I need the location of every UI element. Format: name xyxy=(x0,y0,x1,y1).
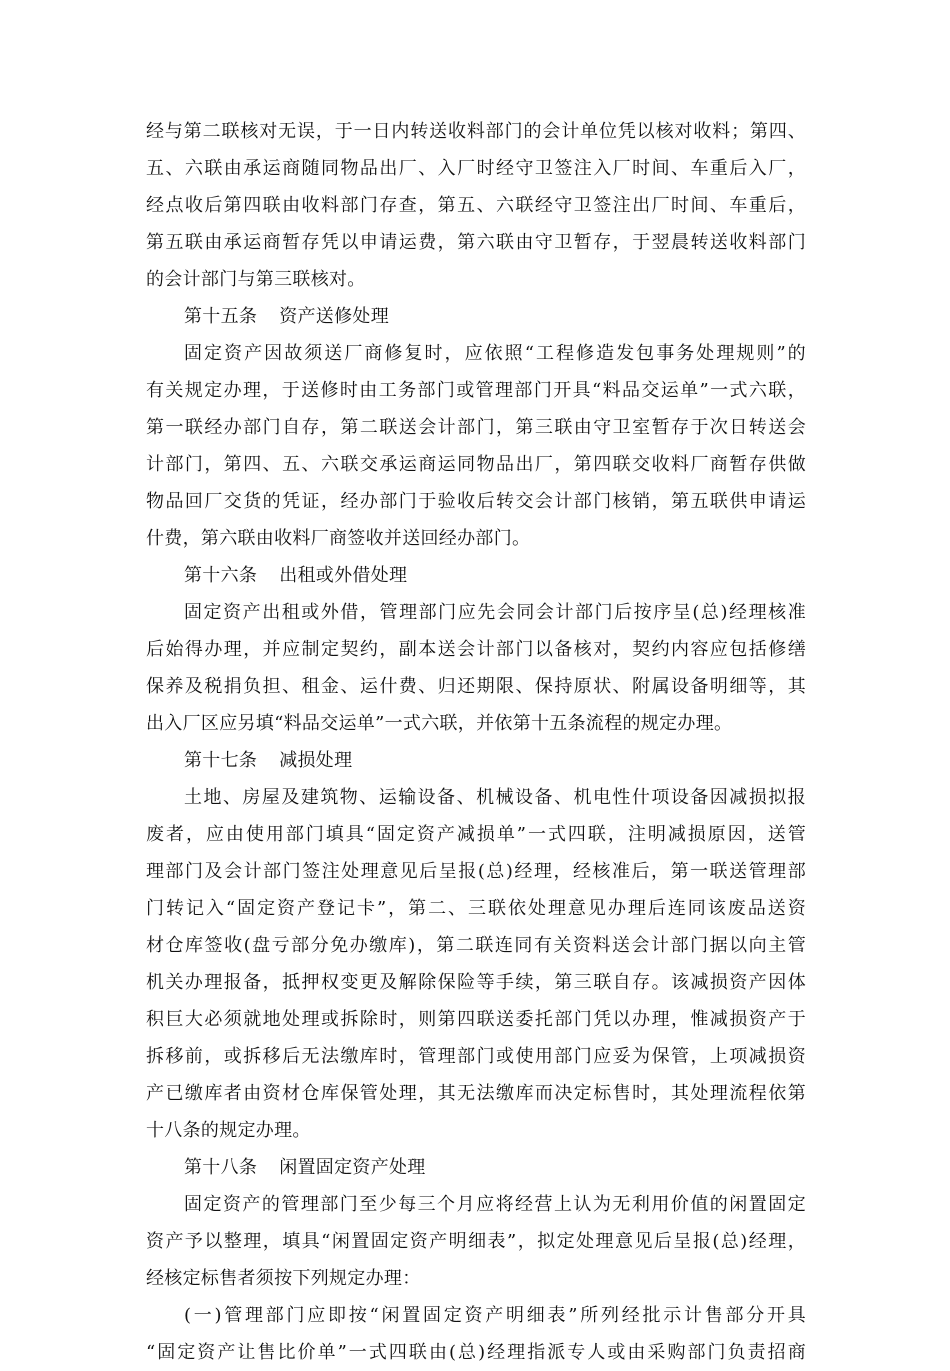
text-line: 固定资产的管理部门至少每三个月应将经营上认为无利用价值的闲置固定 xyxy=(184,1194,806,1215)
text-line: 第一联经办部门自存，第二联送会计部门，第三联由守卫室暂存于次日转送会 xyxy=(146,417,806,438)
text-line: 什费，第六联由收料厂商签收并送回经办部门。 xyxy=(146,528,531,549)
text-line: 资产予以整理，填具“闲置固定资产明细表”，拟定处理意见后呈报(总)经理， xyxy=(146,1231,806,1252)
article-title: 出租或外借处理 xyxy=(279,565,408,586)
text-line: 土地、房屋及建筑物、运输设备、机械设备、机电性什项设备因减损拟报 xyxy=(184,787,806,808)
text-line: 的会计部门与第三联核对。 xyxy=(146,269,366,290)
article-number: 第十七条 xyxy=(184,750,258,771)
text-line: 出入厂区应另填“料品交运单”一式六联，并依第十五条流程的规定办理。 xyxy=(146,713,733,734)
text-line: 经核定标售者须按下列规定办理： xyxy=(146,1268,421,1289)
text-line: 物品回厂交货的凭证，经办部门于验收后转交会计部门核销，第五联供申请运 xyxy=(146,491,806,512)
text-line: 废者，应由使用部门填具“固定资产减损单”一式四联，注明减损原因，送管 xyxy=(146,824,806,845)
text-line: (一)管理部门应即按“闲置固定资产明细表”所列经批示计售部分开具 xyxy=(184,1305,806,1326)
article-17-body xyxy=(146,779,806,1149)
text-line: 五、六联由承运商随同物品出厂、入厂时经守卫签注入厂时间、车重后入厂， xyxy=(146,158,806,179)
article-number: 第十五条 xyxy=(184,306,258,327)
article-15-heading xyxy=(146,298,806,335)
text-line: 有关规定办理，于送修时由工务部门或管理部门开具“料品交运单”一式六联， xyxy=(146,380,806,401)
article-18-body xyxy=(146,1186,806,1371)
text-line: 经与第二联核对无误，于一日内转送收料部门的会计单位凭以核对收料；第四、 xyxy=(146,121,806,142)
article-title: 闲置固定资产处理 xyxy=(279,1157,426,1178)
text-line: 第五联由承运商暂存凭以申请运费，第六联由守卫暂存，于翌晨转送收料部门 xyxy=(146,232,806,253)
text-line: 保养及税捐负担、租金、运什费、归还期限、保持原状、附属设备明细等，其 xyxy=(146,676,806,697)
article-16-body xyxy=(146,594,806,742)
article-15-body xyxy=(146,335,806,557)
article-number: 第十六条 xyxy=(184,565,258,586)
article-title: 减损处理 xyxy=(279,750,353,771)
intro-paragraph xyxy=(146,113,806,298)
article-18-heading xyxy=(146,1149,806,1186)
text-line: 积巨大必须就地处理或拆除时，则第四联送委托部门凭以办理，惟减损资产于 xyxy=(146,1009,806,1030)
text-line: 拆移前，或拆移后无法缴库时，管理部门或使用部门应妥为保管，上项减损资 xyxy=(146,1046,806,1067)
text-line: 理部门及会计部门签注处理意见后呈报(总)经理，经核准后，第一联送管理部 xyxy=(146,861,806,882)
text-line: 计部门，第四、五、六联交承运商运同物品出厂，第四联交收料厂商暂存供做 xyxy=(146,454,806,475)
text-line: 固定资产因故须送厂商修复时，应依照“工程修造发包事务处理规则”的 xyxy=(184,343,806,364)
text-line: 机关办理报备，抵押权变更及解除保险等手续，第三联自存。该减损资产因体 xyxy=(146,972,806,993)
article-title: 资产送修处理 xyxy=(279,306,390,327)
text-line: 产已缴库者由资材仓库保管处理，其无法缴库而决定标售时，其处理流程依第 xyxy=(146,1083,806,1104)
document-page xyxy=(146,113,806,1371)
text-line: 固定资产出租或外借，管理部门应先会同会计部门后按序呈(总)经理核准 xyxy=(184,602,806,623)
text-line: 经点收后第四联由收料部门存查，第五、六联经守卫签注出厂时间、车重后， xyxy=(146,195,806,216)
article-16-heading xyxy=(146,557,806,594)
article-17-heading xyxy=(146,742,806,779)
text-line: 材仓库签收(盘亏部分免办缴库)，第二联连同有关资料送会计部门据以向主管 xyxy=(146,935,806,956)
text-line: 门转记入“固定资产登记卡”，第二、三联依处理意见办理后连同该废品送资 xyxy=(146,898,806,919)
text-line: 后始得办理，并应制定契约，副本送会计部门以备核对，契约内容应包括修缮 xyxy=(146,639,806,660)
article-number: 第十八条 xyxy=(184,1157,258,1178)
text-line: “固定资产让售比价单”一式四联由(总)经理指派专人或由采购部门负责招商 xyxy=(146,1342,806,1363)
text-line: 十八条的规定办理。 xyxy=(146,1120,311,1141)
